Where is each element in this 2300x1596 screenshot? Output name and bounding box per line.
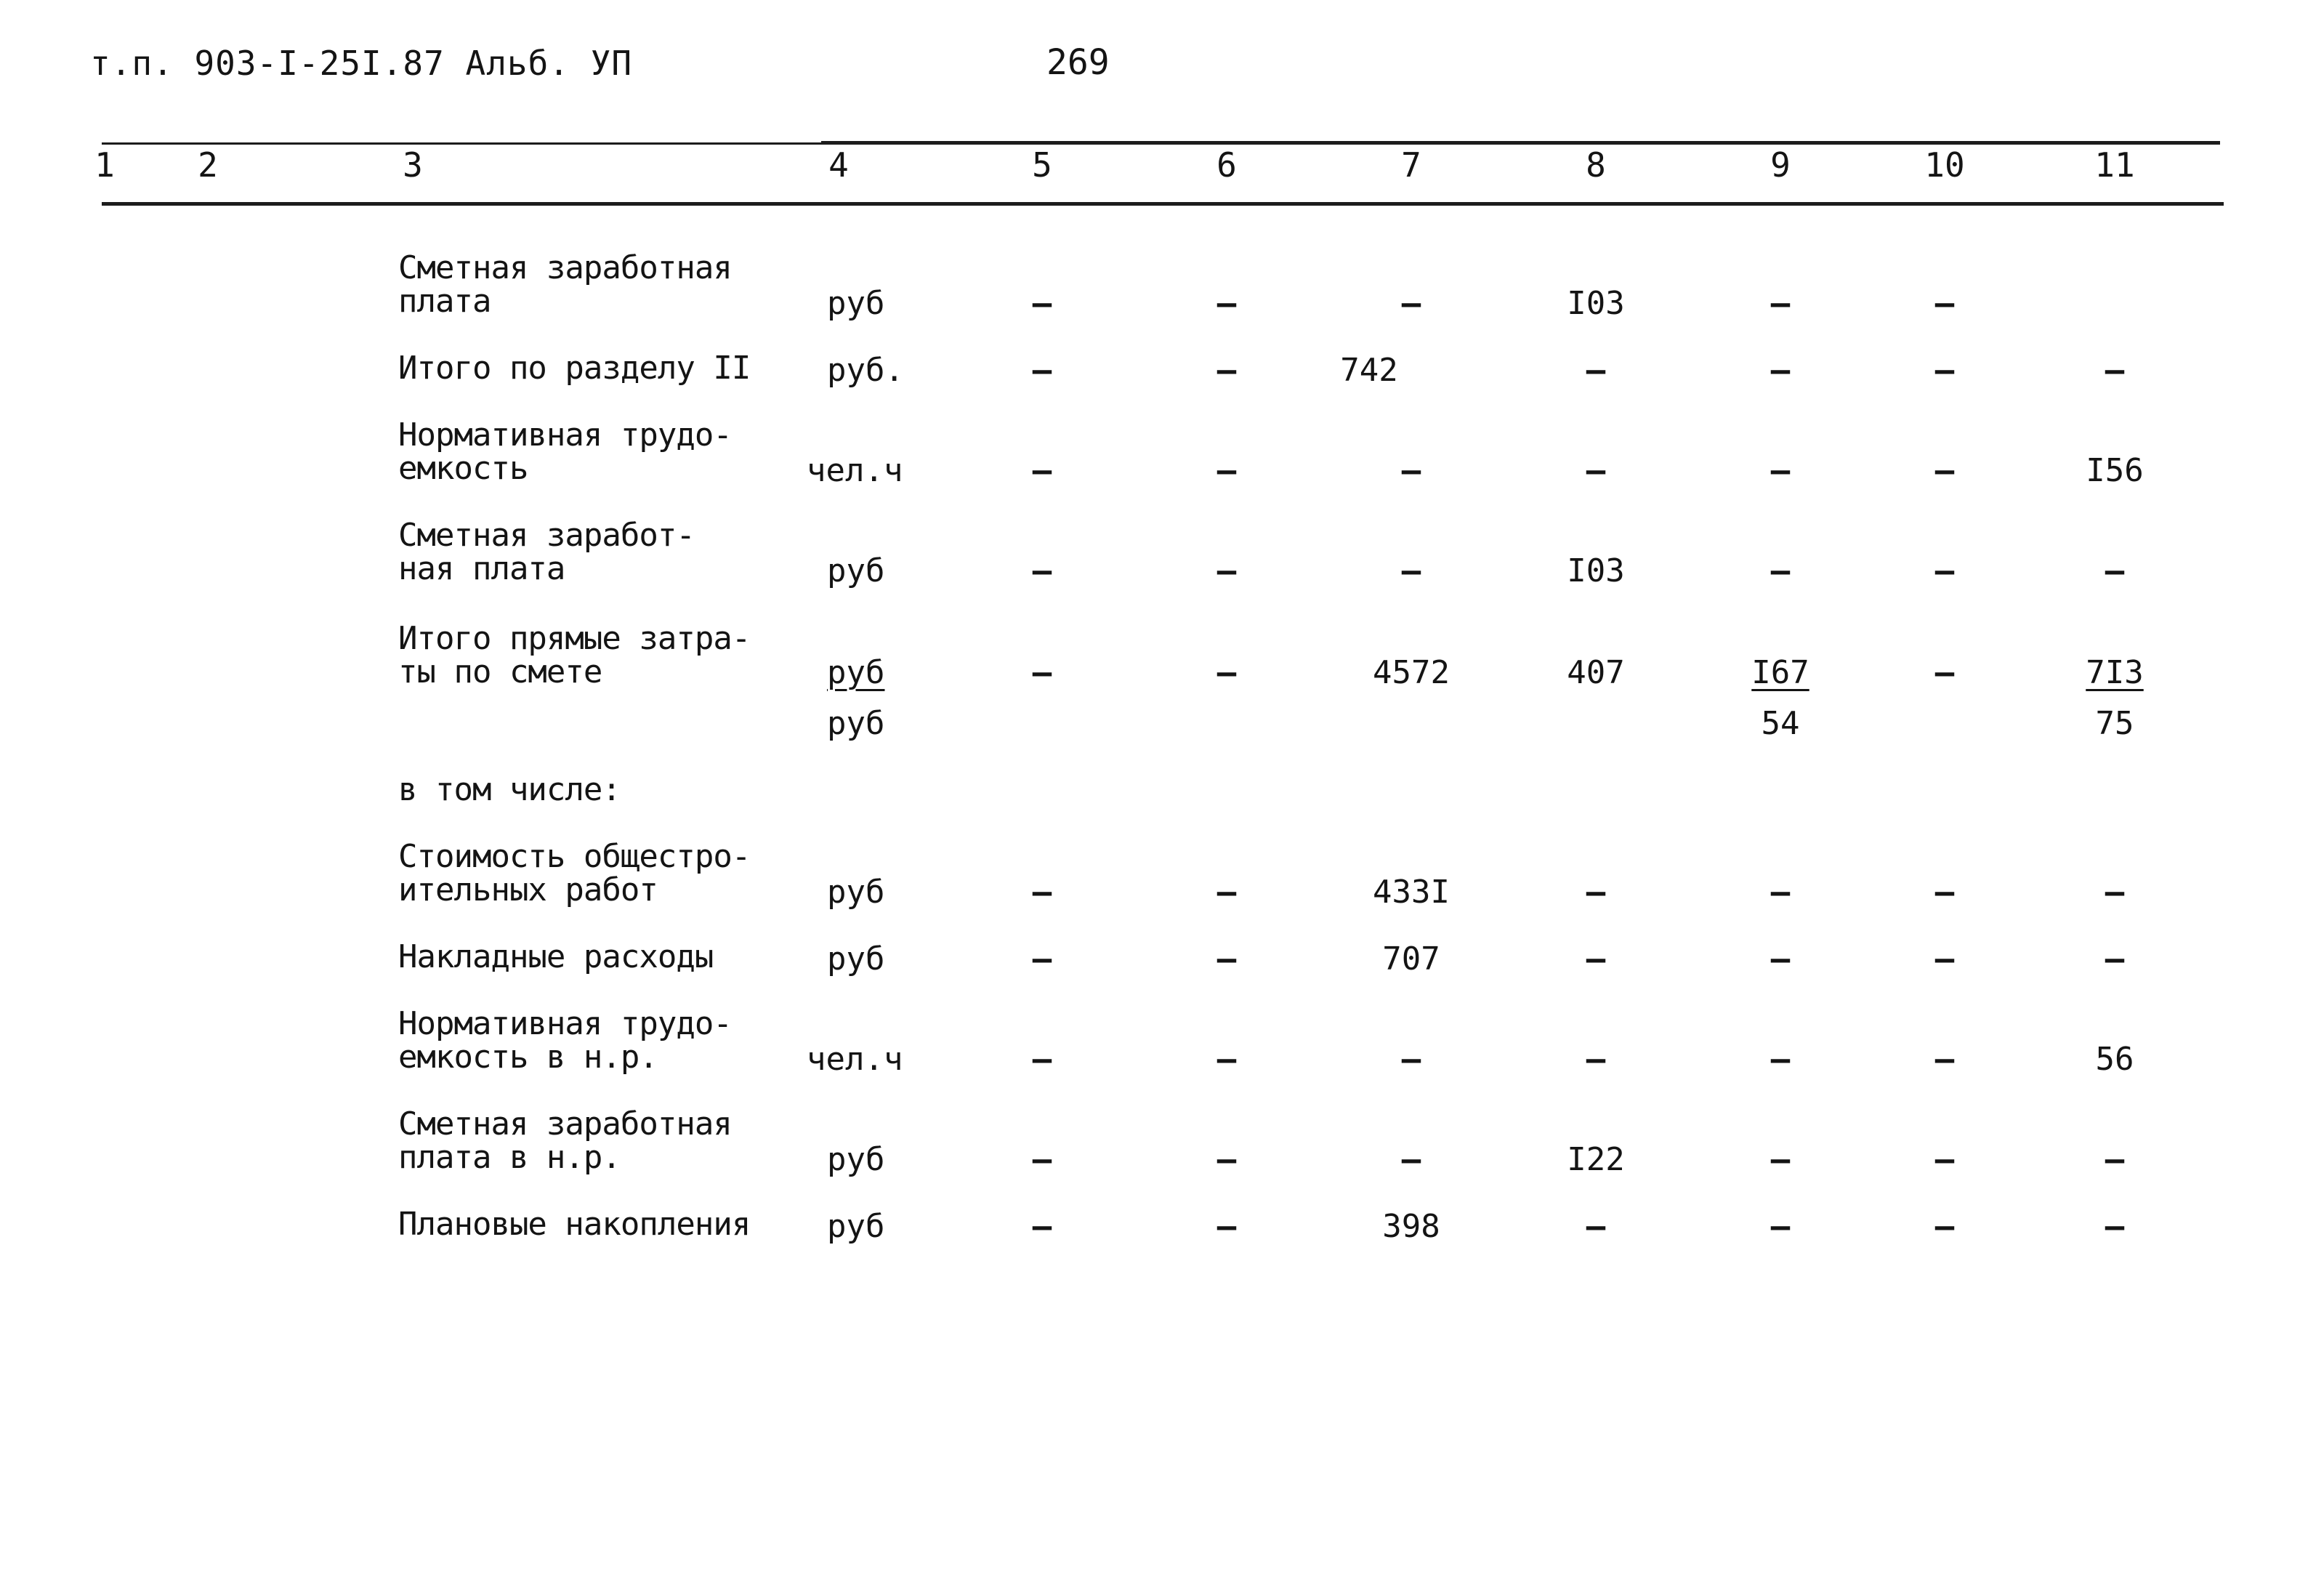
row-label: Нормативная трудо- емкость в н.р. — [398, 1005, 732, 1076]
cell-col8: – — [1586, 940, 1606, 978]
cell-col6: – — [1216, 285, 1237, 322]
cell-col10: – — [1934, 285, 1955, 322]
cell-col9: – — [1770, 552, 1791, 589]
cell-col11: – — [2105, 874, 2125, 911]
cell-col11: I56 — [2086, 452, 2144, 489]
unit-cell-secondary: руб — [827, 705, 885, 742]
column-number-8: 8 — [1586, 145, 1606, 185]
cell-col10: – — [1934, 452, 1955, 489]
cell-col7: 398 — [1382, 1208, 1440, 1245]
cell-col6: – — [1216, 352, 1237, 389]
row-label: Стоимость общестро- ительных работ — [398, 838, 751, 908]
unit-cell: руб — [827, 874, 885, 911]
cell-col9: – — [1770, 1141, 1791, 1178]
row-label: Сметная заработная плата — [398, 249, 732, 320]
cell-col11: – — [2105, 1141, 2125, 1178]
cell-col11-secondary: 75 — [2095, 705, 2134, 742]
cell-col8: – — [1586, 1208, 1606, 1245]
cell-col5: – — [1032, 552, 1052, 589]
unit-cell: руб — [827, 552, 885, 589]
page-number: 269 — [1046, 42, 1110, 83]
column-number-1: 1 — [94, 145, 115, 185]
cell-col8: I03 — [1567, 552, 1625, 589]
cell-col7: 707 — [1382, 940, 1440, 978]
row-label: Сметная заработ- ная плата — [398, 517, 695, 587]
document-reference: т.п. 903-I-25I.87 Альб. УП — [90, 44, 633, 83]
cell-col8: – — [1586, 874, 1606, 911]
cell-col11: – — [2105, 352, 2125, 389]
cell-col5: – — [1032, 352, 1052, 389]
cell-col7: – — [1401, 285, 1421, 322]
cell-col7: 742 — [1340, 352, 1398, 389]
cell-col7: 433I — [1373, 874, 1450, 911]
column-number-6: 6 — [1216, 145, 1237, 185]
cell-col9: I67 — [1751, 654, 1809, 691]
unit-cell: руб. — [827, 352, 904, 389]
cell-col10: – — [1934, 1141, 1955, 1178]
cell-col11: – — [2105, 1208, 2125, 1245]
column-number-5: 5 — [1032, 145, 1052, 185]
row-label: Сметная заработная плата в н.р. — [398, 1105, 732, 1176]
cell-col10: – — [1934, 874, 1955, 911]
row-label: Итого прямые затра- ты по смете — [398, 620, 751, 690]
cell-col5: – — [1032, 1208, 1052, 1245]
cell-col6: – — [1216, 1208, 1237, 1245]
cell-col10: – — [1934, 552, 1955, 589]
cell-col7: – — [1401, 1141, 1421, 1178]
cell-col5: – — [1032, 874, 1052, 911]
cell-col10: – — [1934, 1041, 1955, 1078]
cell-col10: – — [1934, 940, 1955, 978]
cell-col11: – — [2105, 552, 2125, 589]
cell-col5: – — [1032, 1141, 1052, 1178]
cell-col6: – — [1216, 940, 1237, 978]
cell-col9: – — [1770, 285, 1791, 322]
cell-col6: – — [1216, 552, 1237, 589]
cell-col5: – — [1032, 285, 1052, 322]
table-top-rule-right — [821, 141, 2220, 145]
cell-col10: – — [1934, 654, 1955, 691]
unit-cell: руб — [827, 1208, 885, 1245]
column-number-2: 2 — [198, 145, 218, 185]
cell-col8: 407 — [1567, 654, 1625, 691]
cell-col11: 7I3 — [2086, 654, 2144, 691]
cell-col5: – — [1032, 1041, 1052, 1078]
cell-col9: – — [1770, 940, 1791, 978]
cell-col8: – — [1586, 352, 1606, 389]
cell-col5: – — [1032, 654, 1052, 691]
table-header-bottom-rule — [102, 202, 2224, 206]
cell-col9: – — [1770, 1041, 1791, 1078]
row-label: Нормативная трудо- емкость — [398, 416, 732, 487]
cell-col5: – — [1032, 940, 1052, 978]
cell-col10: – — [1934, 352, 1955, 389]
row-label: Плановые накопления — [398, 1206, 751, 1243]
unit-cell: руб — [827, 1141, 885, 1178]
row-label: Накладные расходы — [398, 938, 714, 975]
cell-col6: – — [1216, 452, 1237, 489]
cell-col7: – — [1401, 1041, 1421, 1078]
unit-cell: руб — [827, 654, 885, 691]
column-number-4: 4 — [828, 145, 849, 185]
cell-col8: – — [1586, 452, 1606, 489]
cell-col7: – — [1401, 552, 1421, 589]
cell-col6: – — [1216, 1041, 1237, 1078]
row-label: Итого по разделу II — [398, 350, 751, 387]
column-number-11: 11 — [2094, 145, 2135, 185]
cell-col7: 4572 — [1373, 654, 1450, 691]
cell-col8: – — [1586, 1041, 1606, 1078]
cell-col10: – — [1934, 1208, 1955, 1245]
cell-col9: – — [1770, 452, 1791, 489]
row-label: в том числе: — [398, 771, 621, 808]
column-number-3: 3 — [403, 145, 423, 185]
unit-cell: чел.ч — [807, 452, 903, 489]
unit-cell: руб — [827, 285, 885, 322]
cell-col7: – — [1401, 452, 1421, 489]
unit-cell: чел.ч — [807, 1041, 903, 1078]
cell-col5: – — [1032, 452, 1052, 489]
cell-col6: – — [1216, 874, 1237, 911]
cell-col11: – — [2105, 940, 2125, 978]
unit-cell: руб — [827, 940, 885, 978]
cell-col11: 56 — [2095, 1041, 2134, 1078]
cell-col9: – — [1770, 1208, 1791, 1245]
column-number-9: 9 — [1770, 145, 1791, 185]
cell-col8: I03 — [1567, 285, 1625, 322]
cell-col8: I22 — [1567, 1141, 1625, 1178]
column-number-7: 7 — [1401, 145, 1421, 185]
cell-col9: – — [1770, 874, 1791, 911]
cell-col9: – — [1770, 352, 1791, 389]
cell-col6: – — [1216, 654, 1237, 691]
column-number-10: 10 — [1924, 145, 1965, 185]
cell-col9-secondary: 54 — [1761, 705, 1800, 742]
cell-col6: – — [1216, 1141, 1237, 1178]
